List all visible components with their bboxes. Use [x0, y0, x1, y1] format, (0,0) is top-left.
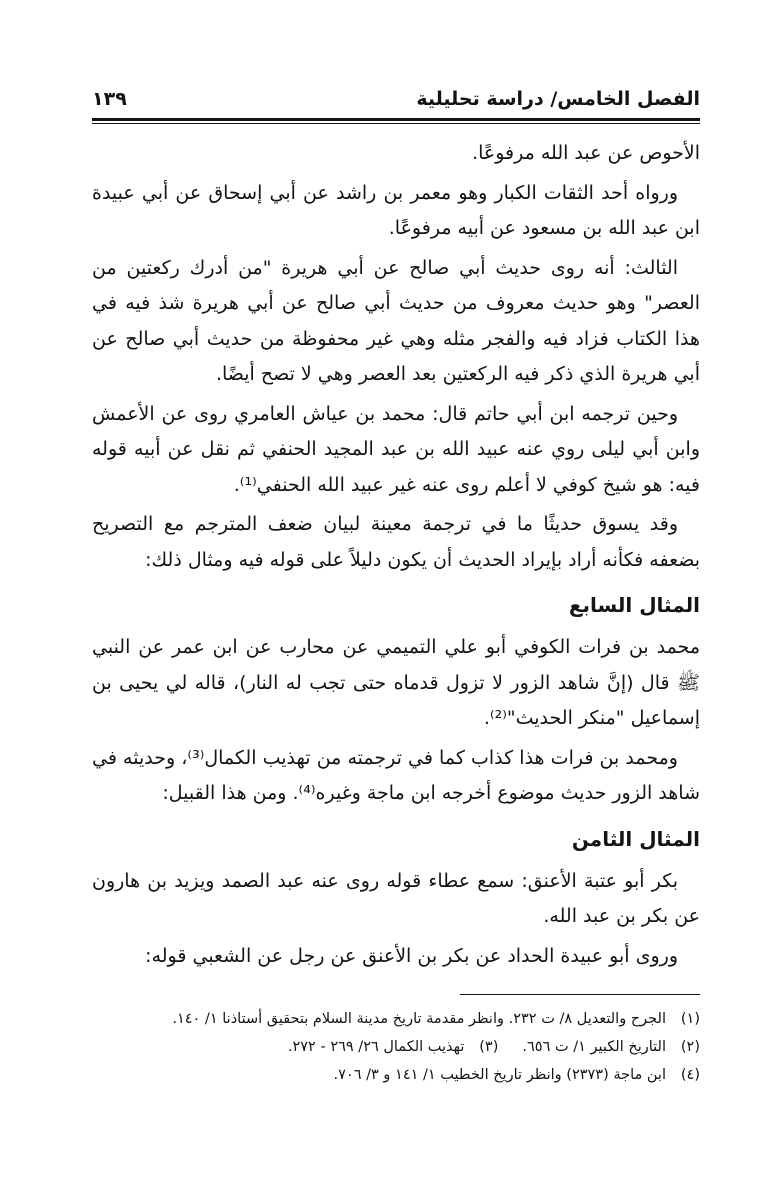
running-title: الفصل الخامس/ دراسة تحليلية	[416, 88, 700, 110]
paragraph-1: الأحوص عن عبد الله مرفوعًا.	[472, 142, 700, 164]
footnote-text: الجرح والتعديل ٨/ ت ٢٣٢. وانظر مقدمة تاريخ مدينة السلام بتحقيق أستاذنا ١/ ١٤٠.	[172, 1011, 666, 1027]
footnote-marker: (٣)	[479, 1039, 499, 1055]
footnote-4	[92, 1061, 700, 1089]
header-rule-thin	[92, 123, 700, 124]
footnote-text: ابن ماجة (٢٣٧٣) وانظر تاريخ الخطيب ١/ ١٤١ و ٣/ ٧٠٦.	[333, 1067, 666, 1083]
footnote-marker: (١)	[680, 1011, 700, 1027]
paragraph-2: ورواه أحد الثقات الكبار وهو معمر بن راشد عن أبي إسحاق عن أبي عبيدة ابن عبد الله بن مسعود عن أبيه مرفوعًا.	[92, 181, 700, 239]
footnote-separator	[460, 994, 700, 995]
paragraph-8: بكر أبو عتبة الأعنق: سمع عطاء قوله روى عنه عبد الصمد ويزيد بن هارون عن بكر بن عبد الله.	[92, 869, 700, 927]
footnotes	[92, 1005, 700, 1089]
running-header	[92, 84, 700, 118]
footnote-text: التاريخ الكبير ١/ ت ٦٥٦.	[522, 1039, 666, 1055]
document-page	[92, 84, 700, 1089]
footnote-marker: (٤)	[680, 1067, 700, 1083]
header-rule-thick	[92, 118, 700, 121]
paragraph-3: الثالث: أنه روى حديث أبي صالح عن أبي هريرة "من أدرك ركعتين من العصر" وهو حديث معروف من حديث أبي صالح عن أبي هريرة شذ فيه في هذا الكتاب فزاد فيه والفجر مثله وهي غير محفوظة من حديث أبي صالح عن أبي هريرة الذي ذكر فيه الركعتين بعد العصر وهي لا تصح أيضًا.	[92, 256, 700, 385]
section-heading-eighth-example: المثال الثامن	[571, 826, 700, 851]
footnote-2-3	[92, 1033, 700, 1061]
paragraph-6: محمد بن فرات الكوفي أبو علي التميمي عن محارب عن ابن عمر عن النبي ﷺ قال (إنَّ شاهد الزور لا تزول قدماه حتى تجب له النار)، قاله لي يحيى بن إسماعيل "منكر الحديث"⁽²⁾.	[92, 636, 700, 729]
page-number: ١٣٩	[92, 88, 127, 110]
footnote-marker: (٢)	[680, 1039, 700, 1055]
body-text	[92, 136, 700, 974]
paragraph-5: وقد يسوق حديثًا ما في ترجمة معينة لبيان ضعف المترجم مع التصريح بضعفه فكأنه أراد بإيراد الحديث أن يكون دليلاً على قوله فيه ومثال ذلك:	[92, 513, 700, 571]
footnote-1	[92, 1005, 700, 1033]
footnote-text: تهذيب الكمال ٢٦/ ٢٦٩ - ٢٧٢.	[287, 1039, 465, 1055]
paragraph-4: وحين ترجمه ابن أبي حاتم قال: محمد بن عياش العامري روى عن الأعمش وابن أبي ليلى روي عنه عبيد الله بن عبد المجيد الحنفي ثم نقل عن أبيه قوله فيه: هو شيخ كوفي لا أعلم روى عنه غير عبيد الله الحنفي⁽¹⁾.	[92, 402, 700, 496]
section-heading-seventh-example: المثال السابع	[568, 593, 700, 617]
paragraph-7: ومحمد بن فرات هذا كذاب كما في ترجمته من تهذيب الكمال⁽³⁾، وحديثه في شاهد الزور حديث موضوع أخرجه ابن ماجة وغيره⁽⁴⁾. ومن هذا القبيل:	[92, 746, 700, 804]
paragraph-9: وروى أبو عبيدة الحداد عن بكر بن الأعنق عن رجل عن الشعبي قوله:	[145, 944, 678, 967]
